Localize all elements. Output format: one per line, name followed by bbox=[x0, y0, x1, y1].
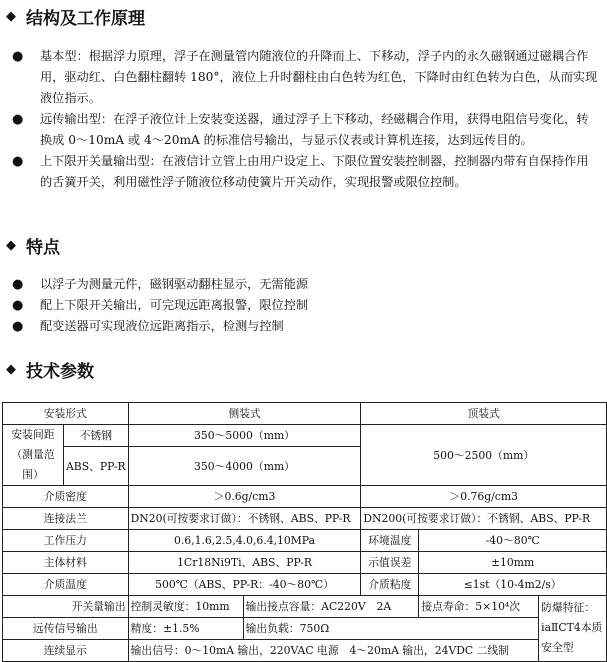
table-cell: 350～5000（mm） bbox=[128, 425, 361, 447]
table-row bbox=[3, 403, 607, 425]
table-cell: ＞0.6g/cm3 bbox=[128, 486, 361, 508]
table-cell: 控制灵敏度：10mm bbox=[128, 596, 243, 618]
table-cell: 安装间距（测量范围） bbox=[3, 425, 64, 486]
list-item: ● 配变送器可实现液位远距离指示，检测与控制 bbox=[10, 316, 600, 337]
table-cell: 输出负载：750Ω bbox=[243, 618, 539, 640]
table-row bbox=[3, 486, 607, 508]
section-heading-features bbox=[6, 233, 60, 258]
list-item: ● 基本型：根据浮力原理，浮子在测量管内随液位的升降而上、下移动，浮子内的永久磁钢通过磁耦合作用，驱动红、白色翻柱翻转 180°，液位上升时翻柱由白色转为红色，下降时由红色转为白色，从而实现液位指示。 bbox=[10, 46, 600, 109]
bullet-dot-icon: ● bbox=[12, 319, 24, 334]
section-title: 结构及工作原理 bbox=[26, 9, 145, 29]
table-cell: 介质粘度 bbox=[361, 574, 419, 596]
table-row bbox=[3, 425, 607, 447]
structure-list bbox=[10, 46, 600, 193]
table-cell: 连接法兰 bbox=[3, 508, 129, 530]
table-cell: 安装形式 bbox=[3, 403, 129, 425]
table-cell: 不锈钢 bbox=[63, 425, 128, 447]
bullet-dot-icon: ● bbox=[12, 154, 24, 169]
table-cell: 连续显示 bbox=[3, 640, 129, 662]
list-item: ● 配上下限开关输出，可完现远距离报警，限位控制 bbox=[10, 295, 600, 316]
list-item: ● 远传输出型：在浮子液位计上安装变送器，通过浮子上下移动，经磁耦合作用，获得电阻信号变化，转换成 0～10mA 或 4～20mA 的标准信号输出，与显示仪表或计算机连接，达到远传目的。 bbox=[10, 109, 600, 151]
table-cell: 侧装式 bbox=[128, 403, 361, 425]
table-row bbox=[3, 574, 607, 596]
table-cell: ABS、PP-R bbox=[63, 447, 128, 486]
list-item: ● 上下限开关量输出型：在液信计立管上由用户设定上、下限位置安装控制器，控制器内带有自保持作用的舌簧开关，利用磁性浮子随液位移动使簧片开关动作，实现报警或限位控制。 bbox=[10, 151, 600, 193]
table-cell: 环境温度 bbox=[361, 530, 419, 552]
table-cell: -40～80℃ bbox=[419, 530, 607, 552]
table-row bbox=[3, 530, 607, 552]
section-heading-structure bbox=[6, 4, 145, 29]
diamond-bullet-icon: ◆ bbox=[6, 362, 16, 377]
bullet-dot-icon: ● bbox=[12, 112, 24, 127]
table-cell: ≤1st（10-4m2/s） bbox=[419, 574, 607, 596]
table-cell: 350～4000（mm） bbox=[128, 447, 361, 486]
table-cell: DN200(可按要求订做）：不锈钢、ABS、PP-R bbox=[361, 508, 607, 530]
section-title: 技术参数 bbox=[26, 362, 94, 382]
table-row bbox=[3, 618, 607, 640]
table-cell: 示值误差 bbox=[361, 552, 419, 574]
table-cell: 0.6,1.6,2.5,4.0,6.4,10MPa bbox=[128, 530, 361, 552]
list-item: ● 以浮子为测量元件，磁钢驱动翻柱显示，无需能源 bbox=[10, 274, 600, 295]
table-cell: 顶装式 bbox=[361, 403, 607, 425]
table-cell: 精度：±1.5% bbox=[128, 618, 243, 640]
table-row bbox=[3, 552, 607, 574]
table-row bbox=[3, 596, 607, 618]
table-cell: 1Cr18Ni9Ti、ABS、PP-R bbox=[128, 552, 361, 574]
table-cell: 主体材料 bbox=[3, 552, 129, 574]
spec-table bbox=[2, 402, 607, 662]
table-cell: 防爆特征：iaⅡCT4本质安全型 bbox=[539, 596, 607, 662]
table-row bbox=[3, 508, 607, 530]
table-row bbox=[3, 640, 607, 662]
table-cell: 输出接点容量：AC220V 2A bbox=[243, 596, 419, 618]
table-cell: 输出信号：0～10mA 输出，220VAC 电源 4～20mA 输出，24VDC 二线制 bbox=[128, 640, 539, 662]
diamond-bullet-icon: ◆ bbox=[6, 238, 16, 253]
bullet-dot-icon: ● bbox=[12, 298, 24, 313]
bullet-dot-icon: ● bbox=[12, 277, 24, 292]
diamond-bullet-icon: ◆ bbox=[6, 9, 16, 24]
features-list bbox=[10, 274, 600, 337]
table-cell: 远传信号输出 bbox=[3, 618, 129, 640]
table-cell: 介质温度 bbox=[3, 574, 129, 596]
table-cell: 介质密度 bbox=[3, 486, 129, 508]
table-cell: 接点寿命：5×10⁴次 bbox=[419, 596, 539, 618]
bullet-dot-icon: ● bbox=[12, 49, 24, 64]
table-cell: 500～2500（mm） bbox=[361, 425, 607, 486]
section-title: 特点 bbox=[26, 238, 60, 258]
table-cell: ＞0.76g/cm3 bbox=[361, 486, 607, 508]
table-cell: 开关量输出 bbox=[3, 596, 129, 618]
table-cell: 工作压力 bbox=[3, 530, 129, 552]
table-cell: 500℃（ABS、PP-R：-40～80℃） bbox=[128, 574, 361, 596]
section-heading-specs bbox=[6, 357, 94, 382]
table-cell: DN20(可按要求订做）：不锈钢、ABS、PP-R bbox=[128, 508, 361, 530]
table-cell: ±10mm bbox=[419, 552, 607, 574]
